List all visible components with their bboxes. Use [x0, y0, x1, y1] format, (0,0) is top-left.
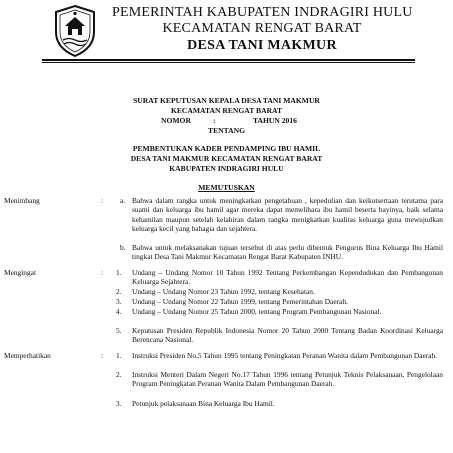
item-marker: b.: [120, 243, 126, 252]
section-colon: :: [101, 268, 104, 277]
section-label-mengingat: Mengingat: [4, 268, 37, 277]
item-marker: 2.: [116, 287, 122, 296]
menimbang-item-text: Bahwa untuk melaksanakan tujuan tersebut di atas perlu dibentuk Pengurus Bina Keluarga Ibu Hamil tingkat Desa Tani Makmur Kecamatan Rengat Barat Kabupaten INHU.: [132, 243, 443, 262]
mengingat-item-text: Undang – Undang Nomor 23 Tahun 1992, tentang Kesehatan.: [132, 287, 315, 296]
letterhead-government: PEMERINTAH KABUPATEN INDRAGIRI HULU: [112, 5, 413, 20]
decree-about-label: TENTANG: [208, 126, 245, 135]
decree-number-colon: :: [213, 116, 216, 125]
decree-title-line2: KECAMATAN RENGAT BARAT: [170, 106, 283, 115]
letterhead-rule-thick: [42, 59, 415, 61]
mengingat-item-text: Undang – Undang Nomor 10 Tahun 1992 Tentang Perkembangan Kependudukan dan Pembangunan Keluarga Sejahtera.: [132, 268, 443, 287]
section-colon: :: [101, 196, 104, 205]
memperhatikan-item-text: Instruksi Presiden No.5 Tahun 1995 tentang Peningkatan Peranan Wanita dalam Pembangunan Daerah.: [132, 351, 438, 360]
mengingat-item-text: Keputusan Presiden Republik Indonesia Nomor 20 Tahun 2000 Tentang Badan Koordinasi Keluarga Berencana Nasional.: [132, 326, 443, 345]
mengingat-item-text: Undang – Undang Nomor 25 Tahun 2000, tentang Program Pembangunan Nasional.: [132, 307, 382, 316]
decree-year: TAHUN 2016: [253, 116, 297, 125]
regency-emblem-icon: [52, 4, 98, 58]
decides-heading: MEMUTUSKAN: [198, 183, 255, 192]
subject-line1: PEMBENTUKAN KADER PENDAMPING IBU HAMIL: [132, 144, 321, 153]
letterhead-rule-thin: [42, 62, 415, 63]
letterhead-district: KECAMATAN RENGAT BARAT: [162, 21, 362, 36]
section-label-menimbang: Menimbang: [4, 196, 40, 205]
section-colon: :: [101, 351, 104, 360]
item-marker: 4.: [116, 307, 122, 316]
memperhatikan-item-text: Instruksi Menteri Dalam Negeri No.17 Tahun 1996 tentang Petunjuk Teknis Pelaksanaan, Pengelolaan Program Peningkatan Peranan Wanita Dalam Pembangunan Daerah.: [132, 370, 443, 389]
subject-line3: KABUPATEN INDRAGIRI HULU: [169, 164, 284, 173]
item-marker: 5.: [116, 326, 122, 335]
memperhatikan-item-text: Petunjuk pelaksanaan Bina Keluarga Ibu Hamil.: [132, 399, 275, 408]
section-label-memperhatikan: Memperhatikan: [4, 351, 51, 360]
item-marker: a.: [120, 196, 126, 205]
mengingat-item-text: Undang – Undang Nomor 22 Tahun 1999, tentang Pemerintahan Daerah.: [132, 297, 348, 306]
letterhead-village: DESA TANI MAKMUR: [187, 38, 337, 53]
decree-title-line1: SURAT KEPUTUSAN KEPALA DESA TANI MAKMUR: [133, 96, 320, 105]
item-marker: 3.: [116, 297, 122, 306]
item-marker: 1.: [116, 268, 122, 277]
decree-number-label: NOMOR: [161, 116, 191, 125]
item-marker: 3.: [116, 399, 122, 408]
item-marker: 1.: [116, 351, 122, 360]
menimbang-item-text: Bahwa dalam rangka untuk meningkatkan pengetahuan , kepedulian dan keikutsertaan terutama para suami dan keluarga ibu hamil agar mereka dapat memelihara ibu hamil beserta bayinya, baik selama kehamilan maupun setelah kelahiran dalam rangka menigkatkan kualitas keluarga guna mewujudkan keluarga kecil yang bahagia dan sejahtera.: [132, 196, 443, 233]
item-marker: 2.: [116, 370, 122, 379]
subject-line2: DESA TANI MAKMUR KECAMATAN RENGAT BARAT: [130, 154, 323, 163]
